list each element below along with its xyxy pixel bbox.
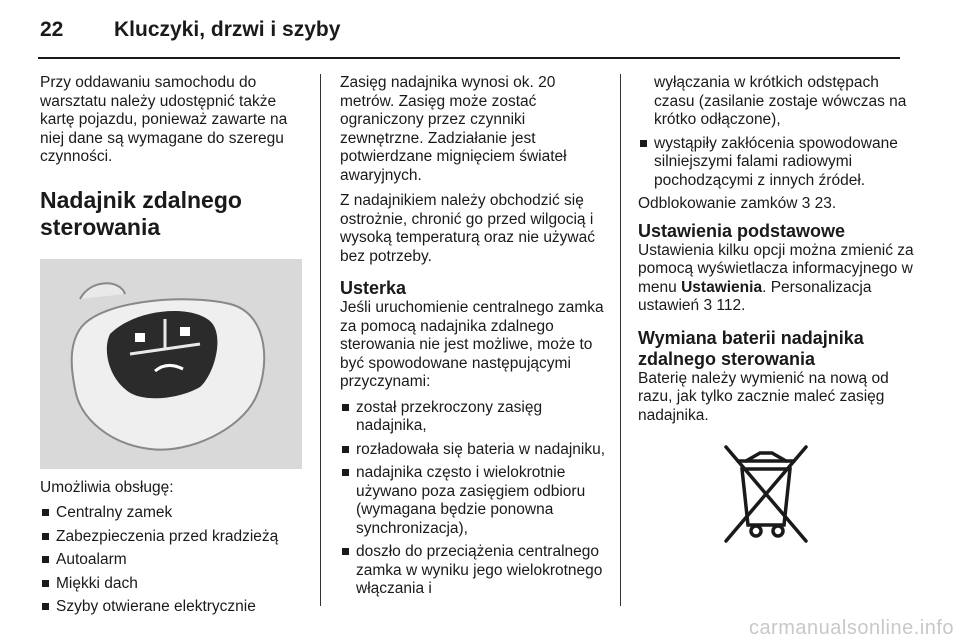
list-item-continued: wyłączania w krótkich odstępach czasu (zasilanie zostaje wówczas na krótko odłączone), (654, 74, 907, 128)
fault-heading: Usterka (340, 278, 407, 298)
unlock-text: Odblokowanie zamków (638, 195, 798, 212)
features-list (40, 504, 305, 617)
remote-key-illustration (40, 259, 302, 469)
list-item: Zabezpieczenia przed kradzieżą (40, 528, 305, 547)
page-header (40, 18, 340, 42)
page-title: Kluczyki, drzwi i szyby (114, 18, 341, 41)
page-number: 22 (40, 18, 64, 41)
page-reference: 3 112. (703, 297, 746, 314)
watermark: carmanualsonline.info (748, 617, 954, 639)
list-item: Szyby otwierane elektrycznie (40, 598, 305, 617)
causes-list (340, 399, 608, 599)
list-item: doszło do przeciążenia centralnego zamka w wyniku jego wielokrotnego włączania i (340, 543, 608, 599)
list-item: wystąpiły zakłócenia spowodowane silniejszymi falami radiowymi pochodzącymi z innych źródeł. (638, 135, 914, 191)
basic-text: . Personalizacja ustawień (638, 278, 872, 314)
list-item: Miękki dach (40, 575, 305, 594)
basic-settings-paragraph (638, 242, 914, 316)
column-2 (340, 74, 608, 604)
column-divider (620, 74, 621, 606)
list-item: Autoalarm (40, 551, 305, 570)
column-divider (320, 74, 321, 606)
column-3 (638, 74, 914, 559)
fault-paragraph: Jeśli uruchomienie centralnego zamka za pomocą nadajnika zdalnego sterowania nie jest możliwe, może to być spowodowane następującymi przyczynami: (340, 299, 604, 390)
causes-list-continued (638, 74, 914, 190)
list-item: nadajnika często i wielokrotnie używano poza zasięgiem odbioru (wymagana będzie ponowna synchronizacja), (340, 464, 608, 538)
battery-heading: Wymiana baterii nadajnika zdalnego sterowania (638, 327, 864, 369)
unlock-paragraph (638, 195, 914, 214)
range-paragraph: Zasięg nadajnika wynosi ok. 20 metrów. Zasięg może zostać ograniczony przez czynniki zewnętrzne. Zadziałanie jest potwierdzane mignięciem świateł awaryjnych. (340, 74, 567, 184)
list-item: rozładowała się bateria w nadajniku, (340, 441, 608, 460)
weee-disposal-symbol (716, 441, 914, 559)
header-rule (38, 57, 900, 59)
column-1 (40, 74, 305, 622)
page-reference: 3 23. (801, 195, 837, 212)
section-heading-remote: Nadajnik zdalnego sterowania (40, 186, 242, 240)
intro-paragraph: Przy oddawaniu samochodu do warsztatu należy udostępnić także kartę pojazdu, ponieważ zawarte na niej dane są wymagane do szeregu czynności. (40, 74, 288, 165)
crossed-bin-icon (716, 441, 816, 553)
basic-settings-heading: Ustawienia podstawowe (638, 220, 846, 241)
menu-name: Ustawienia (681, 278, 763, 296)
list-item: Centralny zamek (40, 504, 305, 523)
battery-paragraph: Baterię należy wymienić na nową od razu, jak tylko zacznie maleć zasięg nadajnika. (638, 369, 889, 424)
features-label: Umożliwia obsługę: (40, 478, 174, 496)
care-paragraph: Z nadajnikiem należy obchodzić się ostrożnie, chronić go przed wilgocią i wysoką temperaturą oraz nie używać bez potrzeby. (340, 192, 596, 265)
list-item: został przekroczony zasięg nadajnika, (340, 399, 608, 436)
basic-text: Ustawienia kilku opcji można zmienić za pomocą wyświetlacza informacyjnego w menu (638, 241, 914, 296)
car-key-icon (40, 259, 302, 469)
